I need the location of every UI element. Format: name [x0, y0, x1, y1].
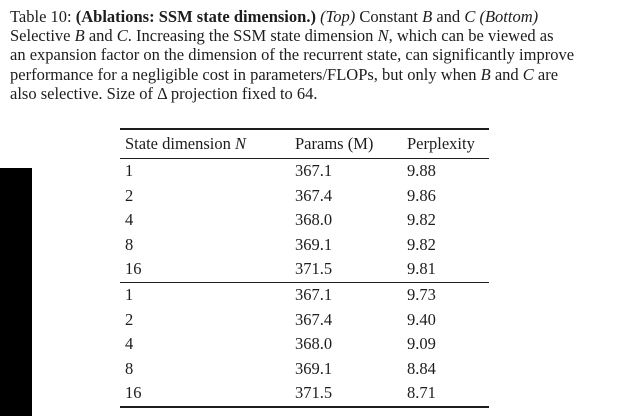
- cell-state-dimension: 1: [125, 161, 134, 180]
- cell-state-dimension: 1: [125, 284, 134, 304]
- cell-perplexity: 9.86: [407, 185, 436, 205]
- cell-state-dimension: 4: [125, 210, 134, 230]
- caption-text: Selective: [10, 26, 75, 46]
- black-redaction-bar: [0, 168, 32, 416]
- cell-state-dimension: 2: [125, 309, 134, 329]
- column-header-state-dimension: [120, 130, 290, 158]
- caption-line-1: [10, 7, 616, 26]
- caption-bold-title: (Ablations: SSM state dimension.): [75, 7, 316, 26]
- header-text: State dimension: [125, 134, 235, 153]
- cell-state-dimension: 2: [125, 185, 134, 205]
- cell-state-dimension: 4: [125, 334, 134, 354]
- caption-text: are: [533, 64, 559, 84]
- math-symbol-N: N: [235, 134, 247, 153]
- cell-state-dimension: 8: [125, 358, 134, 378]
- cell-state-dimension: 16: [125, 259, 142, 279]
- column-header-perplexity: Perplexity: [407, 134, 475, 153]
- table-caption: [10, 7, 616, 103]
- cell-params: 367.1: [295, 161, 333, 180]
- caption-text: and: [432, 7, 465, 26]
- caption-text: Table 10:: [10, 7, 76, 26]
- cell-state-dimension: 16: [125, 383, 142, 403]
- cell-params: 371.5: [295, 259, 333, 279]
- caption-text: , which can be viewed as: [388, 26, 554, 46]
- caption-line-5: [10, 84, 616, 103]
- cell-perplexity: 8.84: [407, 358, 436, 378]
- caption-top-label: (Top): [320, 7, 356, 26]
- cell-perplexity: 9.82: [407, 210, 436, 230]
- cell-perplexity: 8.71: [407, 383, 436, 403]
- cell-params: 369.1: [295, 234, 333, 254]
- cell-params: 367.4: [295, 185, 333, 205]
- table-section-constant-bc: [120, 159, 489, 283]
- cell-params: 368.0: [295, 334, 333, 354]
- cell-params: 367.1: [295, 284, 333, 304]
- cell-params: 367.4: [295, 309, 333, 329]
- cell-params: 371.5: [295, 383, 333, 403]
- caption-text: performance for a negligible cost in parameters/FLOPs, but only when: [10, 64, 481, 84]
- caption-line-4: [10, 65, 616, 84]
- math-symbol-B: B: [480, 64, 491, 84]
- cell-perplexity: 9.73: [407, 284, 436, 304]
- cell-perplexity: 9.09: [407, 334, 436, 354]
- cell-perplexity: 9.40: [407, 309, 436, 329]
- cell-perplexity: 9.82: [407, 234, 436, 254]
- caption-text: an expansion factor on the dimension of the recurrent state, can significantly improve: [10, 45, 575, 65]
- math-symbol-N: N: [377, 26, 389, 46]
- cell-perplexity: 9.88: [407, 161, 436, 180]
- caption-text: and: [84, 26, 117, 46]
- cell-params: 369.1: [295, 358, 333, 378]
- caption-text: also selective. Size of Δ projection fixed to 64.: [10, 83, 318, 103]
- math-symbol-B: B: [422, 7, 433, 26]
- cell-state-dimension: 8: [125, 234, 134, 254]
- math-symbol-C: C: [464, 7, 476, 26]
- caption-text: and: [490, 64, 523, 84]
- cell-params: 368.0: [295, 210, 333, 230]
- math-symbol-C: C: [522, 64, 534, 84]
- caption-text: . Increasing the SSM state dimension: [127, 26, 378, 46]
- table-section-selective-bc: [120, 283, 489, 406]
- ablation-table: [120, 128, 489, 408]
- cell-perplexity: 9.81: [407, 259, 436, 279]
- table-header-row: [120, 130, 489, 159]
- caption-text: Constant: [355, 7, 423, 26]
- column-header-params: Params (M): [295, 134, 374, 153]
- caption-line-3: [10, 45, 616, 64]
- caption-line-2: [10, 26, 616, 45]
- caption-bottom-label: (Bottom): [479, 7, 539, 26]
- math-symbol-C: C: [116, 26, 128, 46]
- math-symbol-B: B: [74, 26, 85, 46]
